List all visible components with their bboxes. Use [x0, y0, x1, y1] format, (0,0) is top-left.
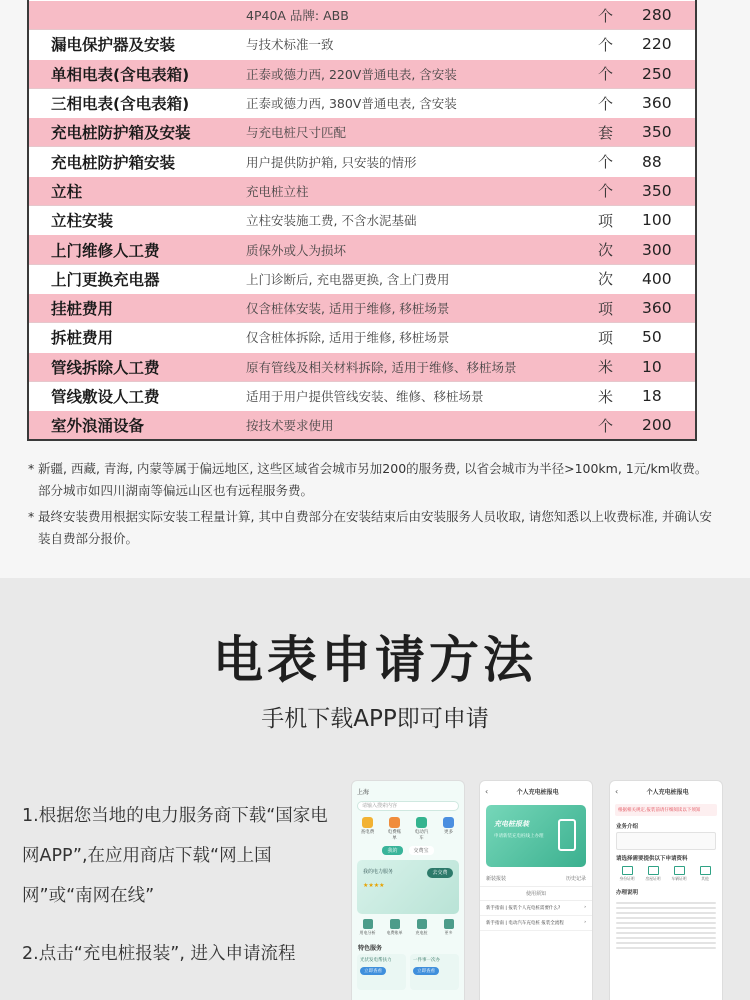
item-description: 仅含桩体安装, 适用于维修, 移桩场景: [246, 293, 598, 322]
item-description: 适用于用户提供管线安装、维修、移桩场景: [246, 381, 598, 410]
item-unit: 个: [598, 88, 642, 117]
item-description: 质保外或人为损坏: [246, 235, 598, 264]
item-name: 立柱: [28, 176, 246, 205]
grid-item: 充电桩: [413, 919, 431, 936]
promo-card: 一件事一次办 立即查看: [410, 954, 459, 990]
back-arrow-icon: ‹: [485, 786, 489, 796]
note-marker: *: [28, 461, 35, 476]
price-row: [28, 235, 696, 264]
grid-item: 更多: [440, 919, 458, 936]
instructions-heading: 办理说明: [616, 890, 639, 896]
price-row: [28, 30, 696, 59]
price-row: [28, 381, 696, 410]
price-row: [28, 352, 696, 381]
account-card: [357, 860, 459, 914]
notice-heading: 使用须知: [480, 887, 592, 901]
price-row: [28, 176, 696, 205]
instruction-text-lines: [610, 897, 722, 954]
house-doc-icon: [648, 866, 659, 875]
item-name: 充电桩防护箱及安装: [28, 118, 246, 147]
item-price: 250: [642, 59, 696, 88]
price-row: [28, 323, 696, 352]
intro-box: [616, 832, 716, 850]
documents-heading: 请选择需要提供以下申请资料: [616, 856, 688, 862]
item-description: 仅含桩体拆除, 适用于维修, 移桩场景: [246, 323, 598, 352]
car-doc-icon: [674, 866, 685, 875]
note-text: 最终安装费用根据实际安装工程量计算, 其中自费部分在安装结束后由安装服务人员收取, 请您知悉以上收费标准, 并确认安装自费部分报价。: [38, 509, 712, 546]
section-title: 电表申请方法: [213, 631, 537, 689]
other-doc-icon: [700, 866, 711, 875]
item-name: 上门更换充电器: [28, 264, 246, 293]
grid-item: 电费账单: [386, 919, 404, 936]
note-final-fee: [28, 506, 718, 550]
back-arrow-icon: ‹: [615, 786, 619, 796]
alert-banner: 根据相关规定,报装前请仔细阅读以下须知: [615, 804, 717, 816]
item-description: 与充电桩尺寸匹配: [246, 118, 598, 147]
item-price: 350: [642, 118, 696, 147]
price-row: [28, 59, 696, 88]
phone-screenshot-requirements: [609, 780, 723, 1000]
price-table: [27, 0, 697, 441]
price-row: [28, 206, 696, 235]
item-price: 50: [642, 323, 696, 352]
item-unit: 项: [598, 323, 642, 352]
price-row: [28, 118, 696, 147]
phone-nav-bar: [610, 781, 722, 801]
more-icon: [443, 817, 454, 828]
chart-icon: [389, 817, 400, 828]
note-marker: *: [28, 509, 35, 524]
charger-icon: [417, 919, 427, 929]
rating-stars: ★★★★: [363, 882, 385, 889]
item-description: 按技术要求使用: [246, 411, 598, 440]
section-subtitle: 手机下载APP即可申请: [261, 706, 489, 732]
item-price: 18: [642, 381, 696, 410]
steps-list: [22, 796, 340, 992]
featured-heading: 特色服务: [358, 945, 383, 952]
meter-application-section: [0, 578, 750, 1000]
item-price: 280: [642, 1, 696, 30]
chevron-right-icon: ›: [584, 905, 586, 910]
bill-icon: [362, 817, 373, 828]
item-unit: 个: [598, 30, 642, 59]
item-description: 正泰或德力西, 220V普通电表, 含安装: [246, 59, 598, 88]
item-unit: 个: [598, 59, 642, 88]
promo-card: 光伏发电帮扶力 立即查看: [357, 954, 406, 990]
item-description: 立柱安装施工费, 不含水泥基础: [246, 206, 598, 235]
phone-title: 个人充电桩报电: [516, 788, 559, 796]
item-name: 立柱安装: [28, 206, 246, 235]
quick-icon: 查电费: [360, 817, 376, 841]
chevron-right-icon: ›: [584, 920, 586, 925]
promo-button: 立即查看: [360, 967, 386, 975]
service-grid: [352, 914, 464, 941]
price-table-body: [28, 1, 696, 440]
item-unit: 个: [598, 411, 642, 440]
step-2: 2.点击“充电桩报装”, 进入申请流程: [22, 944, 296, 964]
item-name: 室外浪涌设备: [28, 411, 246, 440]
promo-cards: [352, 954, 464, 990]
item-description: 原有管线及相关材料拆除, 适用于维修、移桩场景: [246, 352, 598, 381]
promo-button: 立即查看: [413, 967, 439, 975]
document-item: 身份证明: [617, 866, 637, 882]
item-description: 与技术标准一致: [246, 30, 598, 59]
charger-banner: [486, 805, 586, 867]
document-item: 房屋证明: [643, 866, 663, 882]
item-unit: 项: [598, 293, 642, 322]
item-price: 10: [642, 352, 696, 381]
card-text: 我的电力服务: [363, 869, 394, 875]
price-row: [28, 411, 696, 440]
item-price: 400: [642, 264, 696, 293]
item-price: 200: [642, 411, 696, 440]
price-row: [28, 264, 696, 293]
item-unit: 次: [598, 264, 642, 293]
quick-icon: 电动汽车: [414, 817, 430, 841]
grid-item: 用电分析: [359, 919, 377, 936]
price-row: [28, 1, 696, 30]
notes: [28, 458, 718, 554]
id-card-icon: [622, 866, 633, 875]
item-unit: 套: [598, 118, 642, 147]
item-name: 管线拆除人工费: [28, 352, 246, 381]
more-icon: [444, 919, 454, 929]
charger-plug-icon: [558, 819, 576, 851]
search-input: 请输入搜索内容: [357, 801, 459, 811]
note-remote-area: [28, 458, 718, 502]
pay-button: 去交费: [427, 868, 453, 878]
banner-title: 充电桩报装: [494, 820, 529, 828]
guide-item: 新手指南 | 电动汽车充电桩 报装全流程 ›: [480, 916, 592, 931]
phone-screenshot-app-home: [351, 780, 465, 1000]
item-price: 220: [642, 30, 696, 59]
quick-icons: [352, 811, 464, 843]
phone-title: 个人充电桩报电: [646, 788, 689, 796]
item-name: [28, 1, 246, 30]
item-name: 漏电保护器及安装: [28, 30, 246, 59]
tab-pay: 交费宝: [409, 846, 434, 855]
apply-row: 新装报装 历史记录: [480, 871, 592, 887]
item-unit: 个: [598, 176, 642, 205]
item-price: 350: [642, 176, 696, 205]
item-description: 用户提供防护箱, 只安装的情形: [246, 147, 598, 176]
item-description: 4P40A 品牌: ABB: [246, 1, 598, 30]
step-1: 1.根据您当地的电力服务商下载“国家电网APP”,在应用商店下载“网上国网”或“南网在线”: [22, 806, 328, 906]
item-name: 单相电表(含电表箱): [28, 59, 246, 88]
item-price: 360: [642, 88, 696, 117]
item-name: 挂桩费用: [28, 293, 246, 322]
document-item: 车辆证明: [669, 866, 689, 882]
item-price: 100: [642, 206, 696, 235]
guide-item: 新手指南 | 报装个人充电桩需要什么? ›: [480, 901, 592, 916]
price-row: [28, 88, 696, 117]
item-unit: 米: [598, 352, 642, 381]
car-icon: [416, 817, 427, 828]
item-name: 充电桩防护箱安装: [28, 147, 246, 176]
bill-icon: [390, 919, 400, 929]
price-row: [28, 147, 696, 176]
document-icons: [610, 863, 722, 885]
tab-mine: 我的: [382, 846, 402, 855]
analysis-icon: [363, 919, 373, 929]
phone-status-bar: [352, 781, 464, 801]
phone-screenshot-charger-entry: [479, 780, 593, 1000]
item-name: 管线敷设人工费: [28, 381, 246, 410]
price-row: [28, 293, 696, 322]
phone-tabs: [352, 846, 464, 855]
item-description: 上门诊断后, 充电器更换, 含上门费用: [246, 264, 598, 293]
quick-icon: 电费账单: [387, 817, 403, 841]
item-unit: 个: [598, 147, 642, 176]
item-unit: 个: [598, 1, 642, 30]
city-label: 上海: [357, 788, 370, 796]
quick-icon: 更多: [441, 817, 457, 841]
item-name: 上门维修人工费: [28, 235, 246, 264]
document-item: 其他: [695, 866, 715, 882]
item-name: 拆桩费用: [28, 323, 246, 352]
item-price: 300: [642, 235, 696, 264]
note-text: 新疆, 西藏, 青海, 内蒙等属于偏远地区, 这些区域省会城市另加200的服务费, 以省会城市为半径>100km, 1元/km收费。部分城市如四川湖南等偏远山区也有远程服务费。: [38, 461, 708, 498]
item-price: 360: [642, 293, 696, 322]
item-description: 正泰或德力西, 380V普通电表, 含安装: [246, 88, 598, 117]
business-heading: 业务介绍: [616, 824, 639, 830]
phone-nav-bar: [480, 781, 592, 801]
item-name: 三相电表(含电表箱): [28, 88, 246, 117]
item-description: 充电桩立柱: [246, 176, 598, 205]
banner-subtitle: 申请新装充电桩线上办理: [494, 834, 544, 839]
item-price: 88: [642, 147, 696, 176]
item-unit: 项: [598, 206, 642, 235]
item-unit: 次: [598, 235, 642, 264]
item-unit: 米: [598, 381, 642, 410]
